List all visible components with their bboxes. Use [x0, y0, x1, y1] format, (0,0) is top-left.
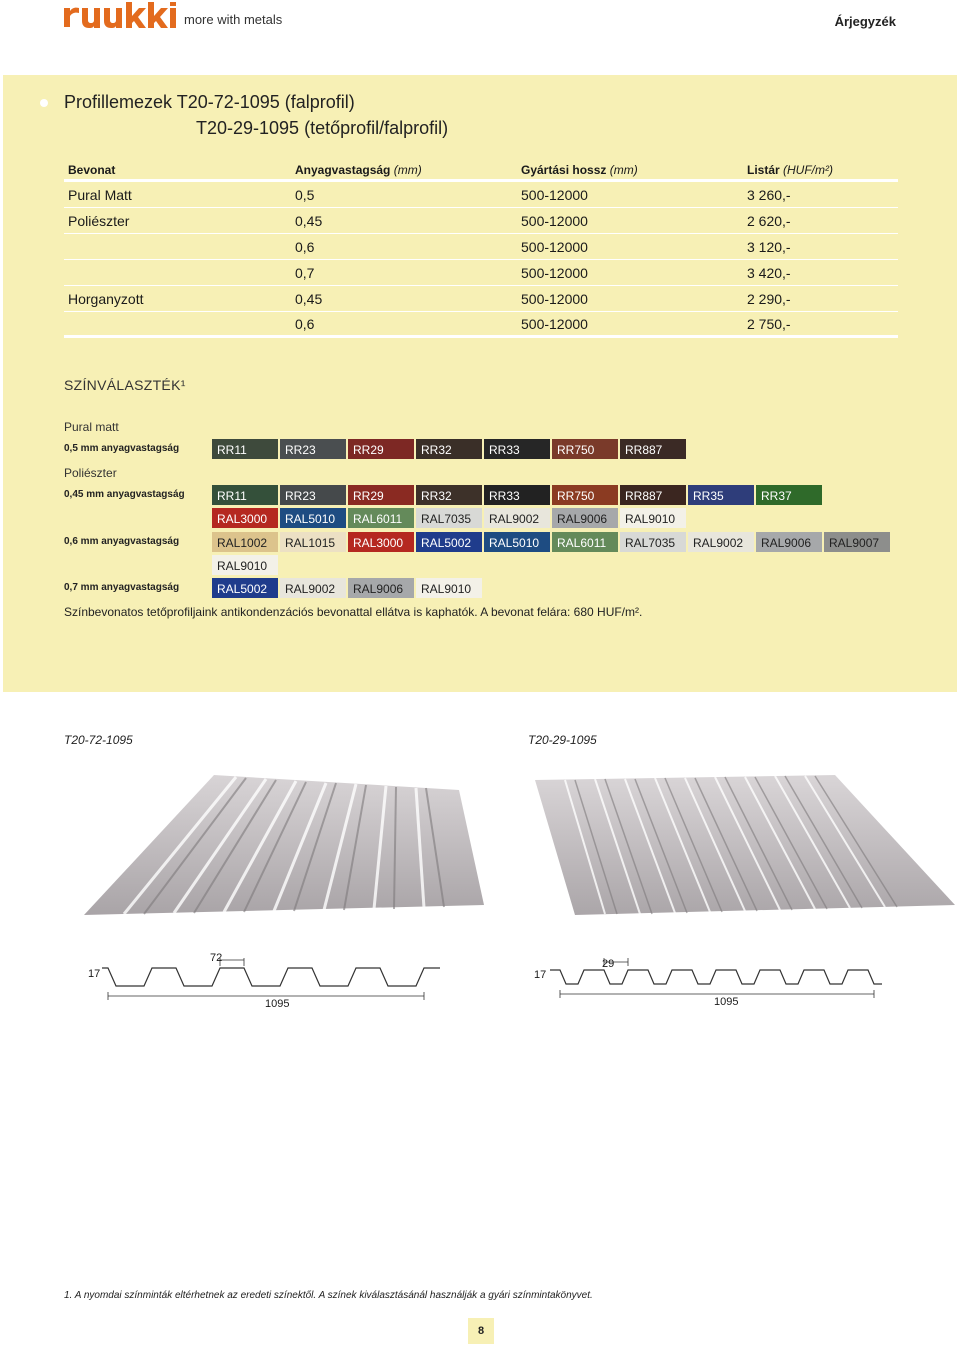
header-price: Listár (HUF/m²) [747, 162, 834, 177]
product-panel [3, 75, 957, 692]
cell-thickness: 0,6 [295, 238, 315, 255]
color-swatch: RAL3000 [347, 531, 415, 553]
poly045-swatch-row [211, 484, 823, 506]
color-swatch: RAL7035 [415, 507, 483, 529]
profile-sheet-image-right [535, 775, 955, 920]
document-type: Árjegyzék [834, 14, 896, 29]
color-swatch: RR750 [551, 438, 619, 460]
product-title-line1: Profillemezek T20-72-1095 (falprofil) [64, 92, 355, 112]
color-swatch: RAL9002 [483, 507, 551, 529]
cell-length: 500-12000 [521, 238, 588, 255]
color-swatch: RAL9007 [823, 531, 891, 553]
cell-price: 2 750,- [747, 315, 791, 332]
table-row [64, 182, 898, 208]
poly045-thickness-label: 0,45 mm anyagvastagság [64, 489, 185, 500]
pural-swatch-row [211, 438, 687, 460]
dim-label-side-left: 17 [88, 968, 101, 980]
color-swatch: RAL9010 [619, 507, 687, 529]
color-swatch: RR29 [347, 438, 415, 460]
color-swatch: RAL1002 [211, 531, 279, 553]
color-swatch: RR750 [551, 484, 619, 506]
cell-thickness: 0,45 [295, 212, 323, 229]
cell-length: 500-12000 [521, 264, 588, 281]
color-swatch: RAL6011 [347, 507, 415, 529]
dim-label-width-left: 1095 [265, 998, 290, 1010]
color-swatch: RR887 [619, 484, 687, 506]
polyester-label: Poliészter [64, 466, 117, 480]
color-swatch: RAL9006 [347, 577, 415, 599]
color-swatch: RAL9010 [211, 554, 279, 576]
cell-length: 500-12000 [521, 186, 588, 203]
page-header [0, 0, 960, 44]
profile-label-right: T20-29-1095 [528, 733, 597, 747]
color-swatch: RR29 [347, 484, 415, 506]
color-swatch: RR11 [211, 484, 279, 506]
table-row [64, 234, 898, 260]
cell-coating: Pural Matt [68, 186, 132, 203]
table-row [64, 260, 898, 286]
profile-label-left: T20-72-1095 [64, 733, 133, 747]
poly06-thickness-label: 0,6 mm anyagvastagság [64, 536, 180, 547]
dim-label-width-right: 1095 [714, 996, 739, 1008]
header-length: Gyártási hossz (mm) [521, 162, 638, 177]
cell-price: 3 120,- [747, 238, 791, 255]
poly07-swatch-row [211, 577, 483, 599]
coating-note: Színbevonatos tetőprofiljaink antikondenzációs bevonattal ellátva is kaphatók. A bevonat felára: 680 HUF/m². [64, 605, 643, 619]
cell-thickness: 0,5 [295, 186, 315, 203]
brand-tagline: more with metals [184, 12, 283, 27]
product-title-line2: T20-29-1095 (tetőprofil/falprofil) [196, 118, 449, 138]
color-swatch: RAL5002 [211, 577, 279, 599]
price-table [64, 160, 898, 338]
ruukki-logo [64, 2, 176, 28]
color-swatch: RAL9006 [755, 531, 823, 553]
cell-length: 500-12000 [521, 212, 588, 229]
dim-label-top-left: 72 [210, 952, 223, 964]
cell-coating: Horganyzott [68, 290, 144, 307]
poly06-swatch-row-3 [211, 554, 279, 576]
color-swatch: RR33 [483, 484, 551, 506]
color-swatch: RR32 [415, 438, 483, 460]
color-swatch: RR23 [279, 438, 347, 460]
price-table-header [64, 160, 898, 182]
color-swatch: RR33 [483, 438, 551, 460]
bullet-icon [40, 99, 48, 107]
color-swatch: RR35 [687, 484, 755, 506]
cell-thickness: 0,45 [295, 290, 323, 307]
color-swatch: RAL9006 [551, 507, 619, 529]
color-swatch: RAL9002 [687, 531, 755, 553]
color-swatch: RAL5010 [483, 531, 551, 553]
header-thickness: Anyagvastagság (mm) [295, 162, 422, 177]
cell-price: 2 290,- [747, 290, 791, 307]
color-swatch: RAL3000 [211, 507, 279, 529]
header-coating: Bevonat [68, 162, 116, 177]
cell-price: 3 420,- [747, 264, 791, 281]
profile-sheet-image-left [64, 770, 484, 920]
cell-coating: Poliészter [68, 212, 130, 229]
page-number: 8 [468, 1318, 494, 1344]
pural-matt-label: Pural matt [64, 420, 119, 434]
table-row [64, 286, 898, 312]
cell-length: 500-12000 [521, 290, 588, 307]
color-swatch: RR11 [211, 438, 279, 460]
color-swatch: RAL5010 [279, 507, 347, 529]
poly07-thickness-label: 0,7 mm anyagvastagság [64, 582, 180, 593]
color-swatch: RR37 [755, 484, 823, 506]
footnote: 1. A nyomdai színminták eltérhetnek az eredeti színektől. A színek kiválasztásánál használják a gyári színmintakönyvet. [64, 1290, 593, 1301]
color-swatch: RAL9010 [415, 577, 483, 599]
color-swatch: RR23 [279, 484, 347, 506]
cell-length: 500-12000 [521, 315, 588, 332]
poly06-swatch-row-1 [211, 507, 687, 529]
color-swatch: RAL5002 [415, 531, 483, 553]
cell-price: 2 620,- [747, 212, 791, 229]
table-row [64, 312, 898, 338]
color-swatch: RAL7035 [619, 531, 687, 553]
cell-thickness: 0,7 [295, 264, 315, 281]
color-swatch: RR32 [415, 484, 483, 506]
pural-thickness-label: 0,5 mm anyagvastagság [64, 443, 180, 454]
dim-label-side-right: 17 [534, 969, 547, 981]
color-swatch: RAL6011 [551, 531, 619, 553]
table-row [64, 208, 898, 234]
color-swatch: RR887 [619, 438, 687, 460]
color-swatch: RAL9002 [279, 577, 347, 599]
cell-price: 3 260,- [747, 186, 791, 203]
poly06-swatch-row-2 [211, 531, 891, 553]
cell-thickness: 0,6 [295, 315, 315, 332]
dim-label-top-right: 29 [602, 958, 615, 970]
color-swatch: RAL1015 [279, 531, 347, 553]
color-section-title: SZÍNVÁLASZTÉK¹ [64, 377, 186, 393]
